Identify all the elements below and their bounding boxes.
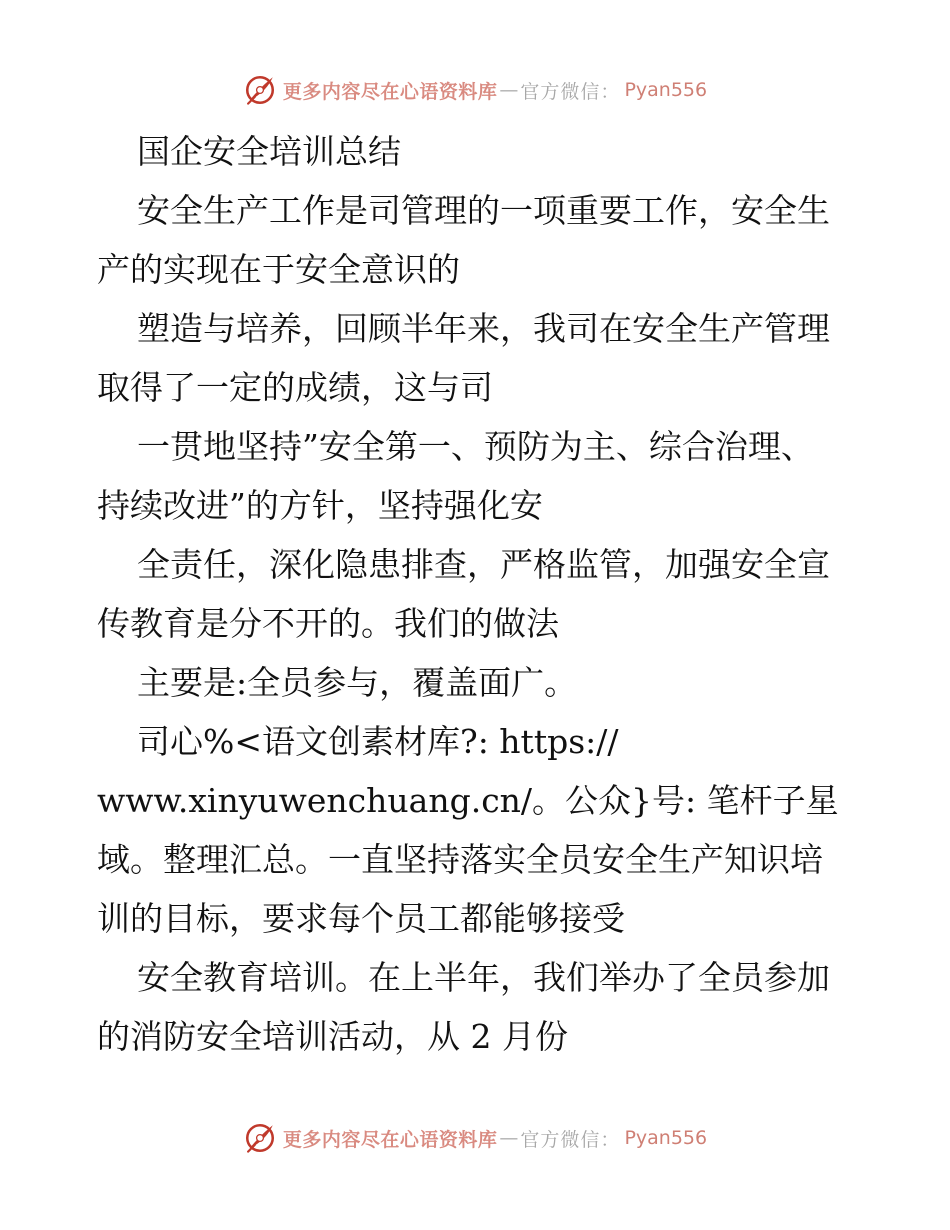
text-line: 塑造与培养，回顾半年来，我司在安全生产管理 [137,309,830,348]
text-line: 域。整理汇总。一直坚持落实全员安全生产知识培 [97,840,823,879]
text-line: 全责任，深化隐患排查，严格监管，加强安全宣 [137,545,830,584]
quill-pen-logo-icon [243,73,277,107]
footer-banner [0,1118,950,1158]
banner-dash: — [499,1127,519,1149]
text-line: 安全教育培训。在上半年，我们举办了全员参加 [137,958,830,997]
banner-wechat-label: 官方微信： [520,80,621,103]
banner-wechat-label: 官方微信： [520,1128,621,1151]
banner-dash: — [499,79,519,101]
quill-pen-logo-icon [243,1121,277,1155]
header-banner [0,70,950,110]
text-line: 传教育是分不开的。我们的做法 [97,604,559,643]
text-line: 司心%<语文创素材库?: https:// [137,722,619,761]
banner-wechat-id: Pyan556 [624,1127,708,1149]
text-line: 的消防安全培训活动，从 2 月份 [97,1017,568,1056]
text-line: 取得了一定的成绩，这与司 [97,368,493,407]
text-line: www.xinyuwenchuang.cn/。公众}号: 笔杆子星 [97,781,839,820]
text-line: 安全生产工作是司管理的一项重要工作，安全生 [137,191,830,230]
text-line: 一贯地坚持”安全第一、预防为主、综合治理、 [137,427,814,466]
text-line: 持续改进”的方针，坚持强化安 [97,486,543,525]
text-line: 训的目标，要求每个员工都能够接受 [97,899,625,938]
banner-main-text: 更多内容尽在心语资料库 [282,80,498,103]
text-line: 产的实现在于安全意识的 [97,250,460,289]
banner-main-text: 更多内容尽在心语资料库 [282,1128,498,1151]
document-title: 国企安全培训总结 [137,132,401,171]
document-body [97,122,857,1066]
banner-wechat-id: Pyan556 [624,79,708,101]
text-line: 主要是:全员参与，覆盖面广。 [137,663,578,702]
